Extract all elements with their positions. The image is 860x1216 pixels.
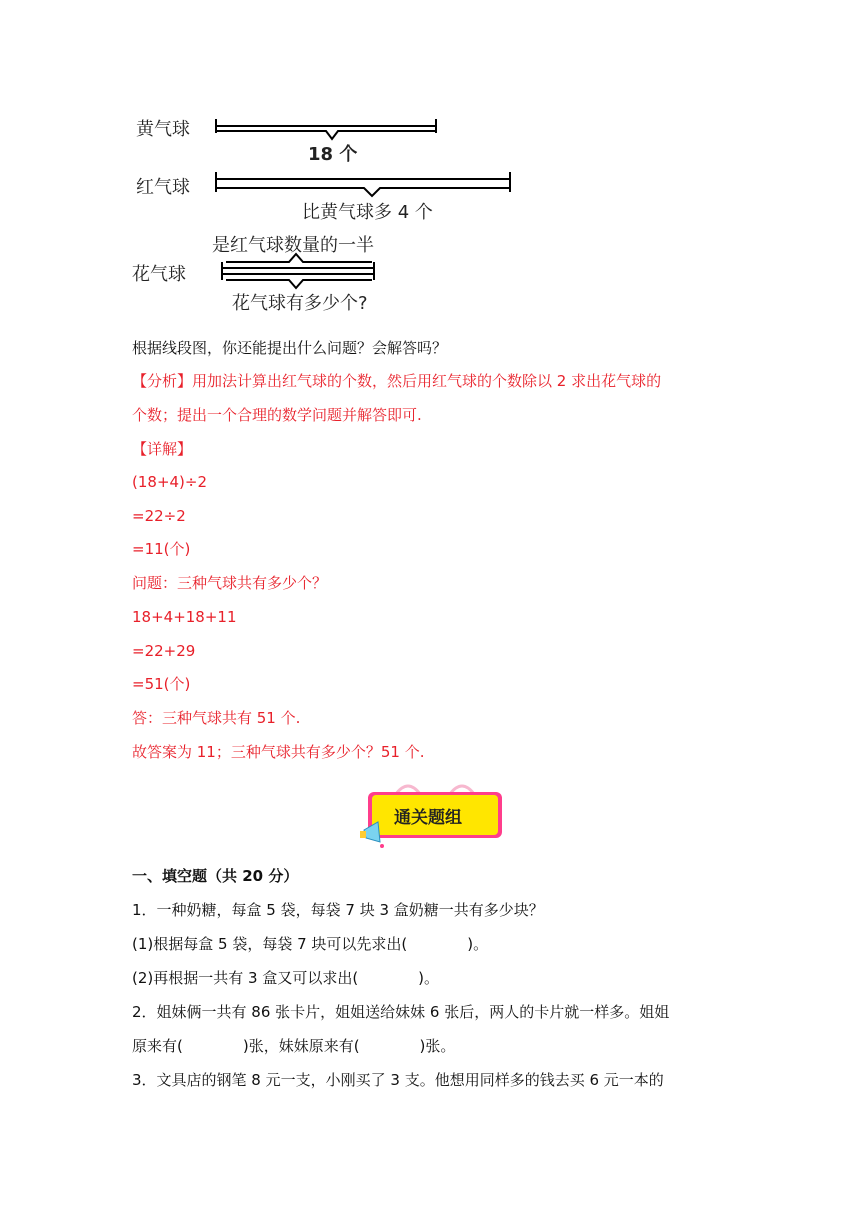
calc-line-2: =22÷2	[132, 507, 186, 525]
follow-up-question: 根据线段图，你还能提出什么问题？会解答吗？	[132, 339, 448, 357]
flower-brace-bottom	[226, 280, 372, 288]
red-balloon-label: 红气球	[136, 177, 190, 198]
question-1: 1．一种奶糖，每盒 5 袋，每袋 7 块 3 盒奶糖一共有多少块？	[132, 901, 544, 919]
flower-question: 花气球有多少个?	[232, 293, 368, 314]
analysis-text-1: 用加法计算出红气球的个数，然后用红气球的个数除以 2 求出花气球的	[192, 372, 662, 390]
section-heading: 一、填空题（共 20 分）	[132, 867, 299, 885]
calc-line-5: =22+29	[132, 642, 196, 660]
yellow-brace	[216, 131, 436, 139]
flower-brace-top	[226, 254, 372, 262]
calc-line-1: (18+4)÷2	[132, 473, 208, 491]
question-2-line-1: 2．姐妹俩一共有 86 张卡片，姐姐送给妹妹 6 张后，两人的卡片就一样多。姐姐	[132, 1003, 670, 1021]
yellow-balloon-label: 黄气球	[136, 119, 190, 140]
red-note: 比黄气球多 4 个	[302, 202, 433, 223]
yellow-value: 18 个	[308, 144, 358, 165]
answer-line: 答：三种气球共有 51 个.	[132, 709, 301, 727]
analysis-line-2: 个数；提出一个合理的数学问题并解答即可.	[132, 406, 422, 424]
banner-title: 通关题组	[394, 808, 462, 828]
calc-line-4: 18+4+18+11	[132, 608, 237, 626]
calc-line-6: =51(个)	[132, 675, 191, 693]
red-brace	[216, 188, 510, 196]
analysis-tag: 【分析】	[132, 372, 193, 390]
question-2-line-2: 原来有( )张，妹妹原来有( )张。	[132, 1037, 456, 1055]
posed-question: 问题：三种气球共有多少个？	[132, 574, 328, 592]
analysis-line-1	[132, 371, 661, 391]
question-1-part-1: (1)根据每盒 5 袋，每袋 7 块可以先求出( )。	[132, 935, 489, 953]
calc-line-3: =11(个)	[132, 540, 191, 558]
final-answer-line: 故答案为 11；三种气球共有多少个？51 个.	[132, 743, 425, 761]
question-3: 3．文具店的钢笔 8 元一支，小刚买了 3 支。他想用同样多的钱去买 6 元一本的	[132, 1071, 664, 1089]
flower-top-note: 是红气球数量的一半	[212, 235, 374, 256]
flower-balloon-label: 花气球	[132, 264, 186, 285]
segment-lines	[0, 0, 860, 320]
question-1-part-2: (2)再根据一共有 3 盒又可以求出( )。	[132, 969, 440, 987]
detail-tag: 【详解】	[132, 440, 193, 458]
